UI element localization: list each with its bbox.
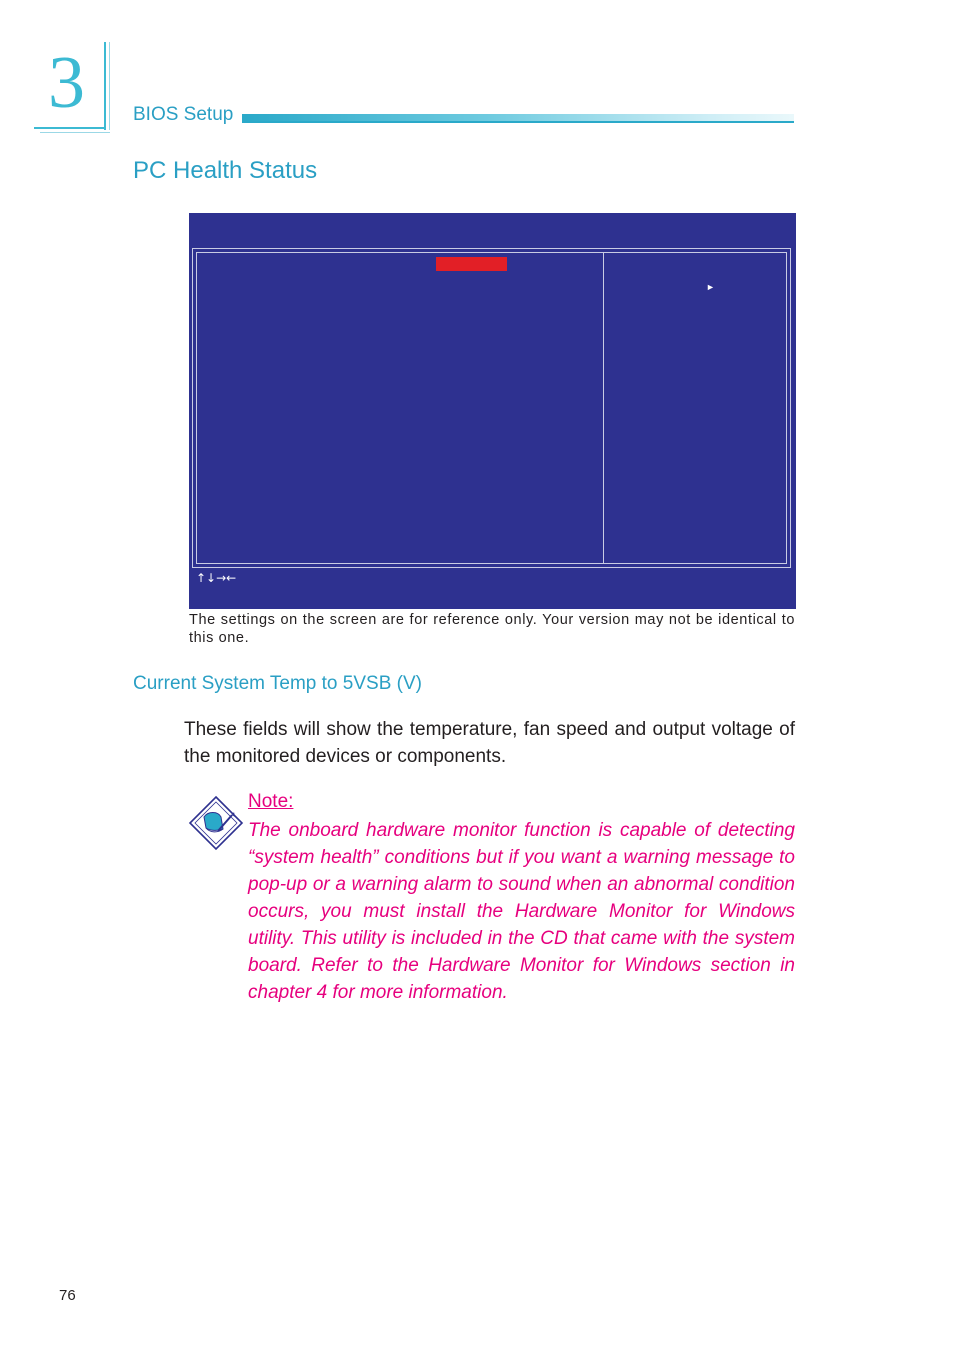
subsection-body: These fields will show the temperature, fan speed and output voltage of the monitored devices or components. [184,719,795,767]
bios-screen-figure [189,213,796,609]
chapter-decor-line [34,127,106,129]
chapter-number: 3 [48,42,85,124]
chapter-title-bar [242,114,794,123]
page-number: 76 [59,1287,76,1304]
chapter-decor-line [40,132,110,133]
bios-panel-divider [603,252,604,564]
chapter-decor-line [104,42,106,130]
note-text: The onboard hardware monitor function is capable of detecting “system health” conditions but if you want a warning message to pop-up or a warning alarm to sound when an abnormal condition occurs, you must install the Hardware Monitor for Windows utility. This utility is included in the CD that came with the system board. Refer to the Hardware Monitor for Windows section in chapter 4 for more information. [248,820,795,1003]
subsection-title: Current System Temp to 5VSB (V) [133,673,422,694]
navigation-keys-hint: ↑↓→← [196,571,237,585]
bios-selected-item-highlight [436,257,507,271]
submenu-arrow-icon: ► [706,282,715,292]
note-pencil-icon [188,795,244,851]
figure-caption: The settings on the screen are for reference only. Your version may not be identical to this one. [189,612,795,646]
chapter-title: BIOS Setup [133,104,234,125]
bios-frame-inner [196,252,787,564]
note-label: Note: [248,791,294,812]
chapter-decor-line [109,42,110,130]
section-title: PC Health Status [133,157,318,184]
